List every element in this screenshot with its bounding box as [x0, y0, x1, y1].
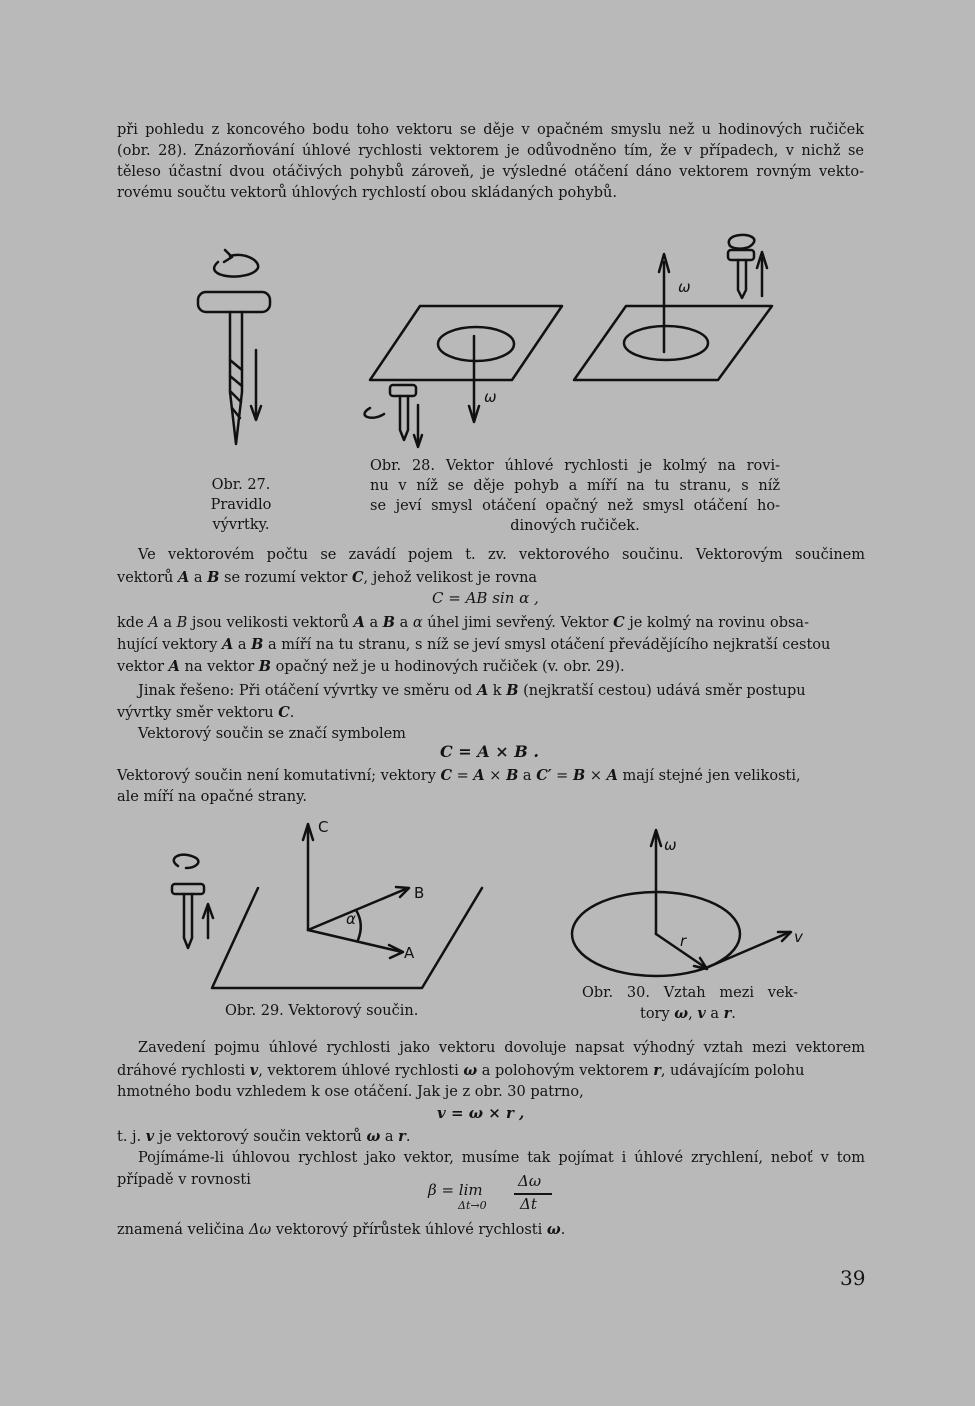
- equation-denominator: Δt: [520, 1195, 537, 1213]
- fig28-omega-label-left: ω: [484, 388, 497, 406]
- cross-line-3: kde A a B jsou velikosti vektorů A a B a α úhel jimi sevřený. Vektor C je kolmý na rovinu obsa-: [117, 614, 809, 631]
- concl-line-1: Zavedení pojmu úhlové rychlosti jako vektoru dovoluje napsat výhodný vztah mezi vektorem: [138, 1040, 865, 1056]
- fig29-angle-arc: [356, 910, 361, 940]
- concl-line-6: případě v rovnosti: [117, 1172, 251, 1188]
- cross-line-5: vektor A na vektor B opačný než je u hodinových ručiček (v. obr. 29).: [117, 658, 625, 675]
- cross-line-1: Ve vektorovém počtu se zavádí pojem t. zv. vektorového součinu. Vektorovým součinem: [138, 547, 865, 563]
- fig29-label-c: C: [318, 818, 329, 836]
- equation-beta-lim: β = lim: [428, 1181, 483, 1199]
- fig29-label-a: A: [404, 944, 415, 962]
- page-number: 39: [840, 1266, 866, 1290]
- cross-line-7: vývrtky směr vektoru C.: [117, 704, 295, 721]
- fig27-caption-3: vývrtky.: [212, 517, 270, 533]
- concl-line-5: Pojímáme-li úhlovou rychlost jako vektor, musíme tak pojímat i úhlové zrychlení, neboť v tom: [138, 1150, 865, 1166]
- equation-magnitude: C = AB sin α ,: [432, 589, 539, 607]
- intro-line-2: (obr. 28). Znázorňování úhlové rychlosti vektorem je odůvodněno tím, že v případech, v nichž se: [117, 143, 864, 159]
- fig28-caption-4: dinových ručiček.: [510, 518, 640, 534]
- concl-line-7: znamená veličina Δω vektorový přírůstek úhlové rychlosti ω.: [117, 1221, 566, 1238]
- intro-line-4: rovému součtu vektorů úhlových rychlostí obou skládaných pohybů.: [117, 185, 617, 201]
- cross-line-4: hující vektory A a B a míří na tu stranu, s níž se jeví smysl otáčení převádějícího nejkratší cestou: [117, 636, 831, 653]
- cross-line-10: ale míří na opačné strany.: [117, 789, 307, 805]
- concl-line-3: hmotného bodu vzhledem k ose otáčení. Jak je z obr. 30 patrno,: [117, 1084, 584, 1100]
- equation-cross-product: C = A × B .: [440, 742, 539, 761]
- fig27-caption-1: Obr. 27.: [211, 477, 271, 493]
- fig28-caption-1: Obr. 28. Vektor úhlové rychlosti je kolmý na rovi-: [370, 458, 780, 474]
- fig29-caption: Obr. 29. Vektorový součin.: [225, 1003, 419, 1019]
- fig30-label-v: v: [794, 928, 803, 946]
- fig30-caption-2: tory ω, v a r.: [640, 1005, 736, 1022]
- cross-line-2: vektorů A a B se rozumí vektor C, jehož velikost je rovna: [117, 569, 538, 586]
- intro-line-1: při pohledu z koncového bodu toho vektoru se děje v opačném smyslu než u hodinových ručiček: [117, 122, 864, 138]
- equation-limit-subscript: Δt→0: [458, 1199, 487, 1212]
- fig29-screw-head: [172, 884, 204, 894]
- concl-line-2: dráhové rychlosti v, vektorem úhlové rychlosti ω a polohovým vektorem r, udávajícím polohu: [117, 1062, 805, 1079]
- fig29-label-b: B: [414, 884, 425, 902]
- concl-line-4: t. j. v je vektorový součin vektorů ω a r.: [117, 1128, 411, 1145]
- fig30-label-omega: ω: [664, 836, 677, 854]
- fig30-caption-1: Obr. 30. Vztah mezi vek-: [582, 985, 798, 1001]
- fig30-label-r: r: [680, 932, 687, 950]
- cross-line-6: Jinak řešeno: Při otáčení vývrtky ve směru od A k B (nejkratší cestou) udává směr postupu: [138, 682, 806, 699]
- fig28-caption-3: se jeví smysl otáčení opačný než smysl otáčení ho-: [370, 498, 780, 514]
- fig29-rotation-icon: [174, 855, 199, 868]
- fig29-label-alpha: α: [346, 910, 356, 928]
- equation-numerator: Δω: [518, 1172, 542, 1190]
- fig28-caption-2: nu v níž se děje pohyb a míří na tu stranu, s níž: [370, 478, 780, 494]
- intro-line-3: těleso účastní dvou otáčivých pohybů zároveň, je výsledné otáčení dáno vektorem rovným vekto-: [117, 164, 864, 180]
- cross-line-8: Vektorový součin se značí symbolem: [138, 726, 406, 742]
- equation-v-omega-r: v = ω × r ,: [437, 1104, 525, 1122]
- fig27-caption-2: Pravidlo: [210, 497, 272, 513]
- fig28-omega-label-right: ω: [678, 278, 691, 296]
- fig29-vector-a: [308, 930, 402, 952]
- fig30-vector-v: [706, 932, 790, 968]
- cross-line-9: Vektorový součin není komutativní; vektory C = A × B a C′ = B × A mají stejné jen velikosti,: [117, 767, 801, 784]
- fig29-vector-b: [308, 888, 408, 930]
